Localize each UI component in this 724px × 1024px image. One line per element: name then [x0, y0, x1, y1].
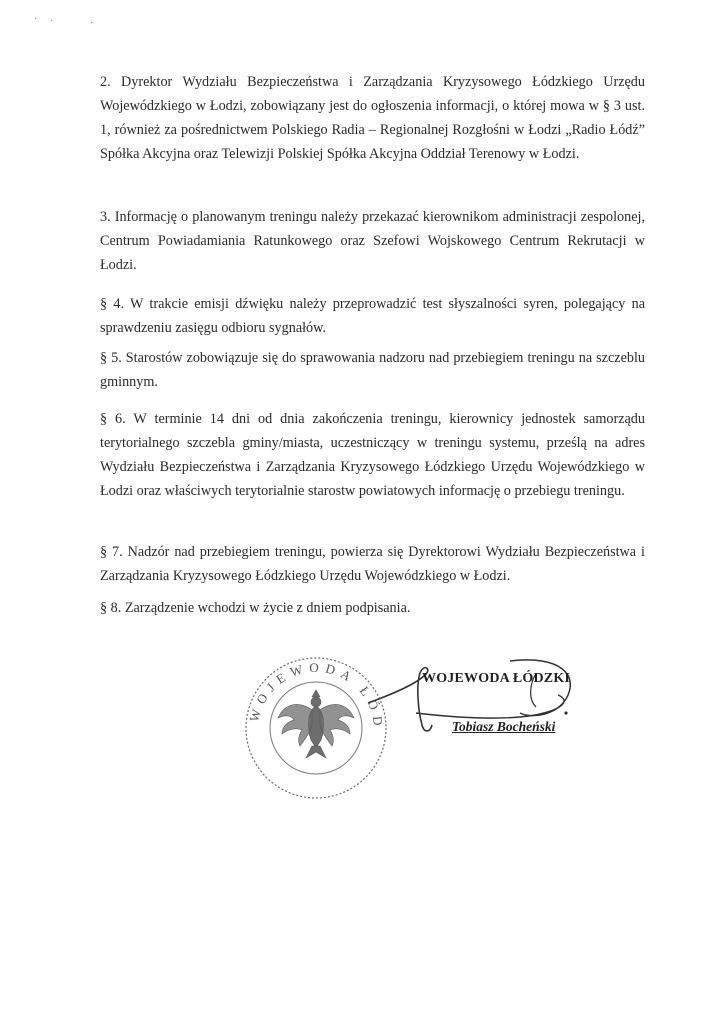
scan-speck: · [90, 18, 94, 29]
paragraph-section-4: § 4. W trakcie emisji dźwięku należy przeprowadzić test słyszalności syren, polegający na sprawdzeniu zasięgu odbioru sygnałów. [100, 296, 645, 336]
scan-speck: · [50, 16, 54, 27]
paragraph-3: 3. Informację o planowanym treningu należy przekazać kierownikom administracji zespolonej, Centrum Powiadamiania Ratunkowego oraz Szefowi Wojskowego Centrum Rekrutacji w Łodzi. [100, 209, 645, 273]
scan-speck: · [34, 14, 38, 25]
signatory-title: WOJEWODA ŁÓDZKI [422, 671, 571, 686]
seal-text: WOJEWODA ŁÓD [246, 659, 387, 733]
paragraph-2: 2. Dyrektor Wydziału Bezpieczeństwa i Zarządzania Kryzysowego Łódzkiego Urzędu Wojewódzkiego w Łodzi, zobowiązany jest do ogłoszenia informacji, o której mowa w § 3 ust. 1, również za pośrednictwem Polskiego Radia – Regionalnej Rozgłośni w Łodzi „Radio Łódź” Spółka Akcyjna oraz Telewizji Polskiej Spółka Akcyjna Oddział Terenowy w Łodzi. [100, 74, 645, 162]
paragraph-section-6: § 6. W terminie 14 dni od dnia zakończenia treningu, kierownicy jednostek samorządu terytorialnego szczebla gminy/miasta, uczestniczący w treningu systemu, prześlą na adres Wydziału Bezpieczeństwa i Zarządzania Kryzysowego Łódzkiego Urzędu Wojewódzkiego w Łodzi oraz właściwych terytorialnie starostw powiatowych informację o przebiegu treningu. [100, 411, 645, 499]
paragraph-section-8: § 8. Zarządzenie wchodzi w życie z dniem podpisania. [100, 600, 411, 616]
signatory-name: Tobiasz Bocheński [452, 719, 556, 734]
eagle-emblem-icon [278, 690, 354, 758]
paragraph-section-7: § 7. Nadzór nad przebiegiem treningu, powierza się Dyrektorowi Wydziału Bezpieczeństwa i Zarządzania Kryzysowego Łódzkiego Urzędu Wojewódzkiego w Łodzi. [100, 544, 645, 584]
paragraph-section-5: § 5. Starostów zobowiązuje się do sprawowania nadzoru nad przebiegiem treningu na szczeblu gminnym. [100, 350, 645, 390]
